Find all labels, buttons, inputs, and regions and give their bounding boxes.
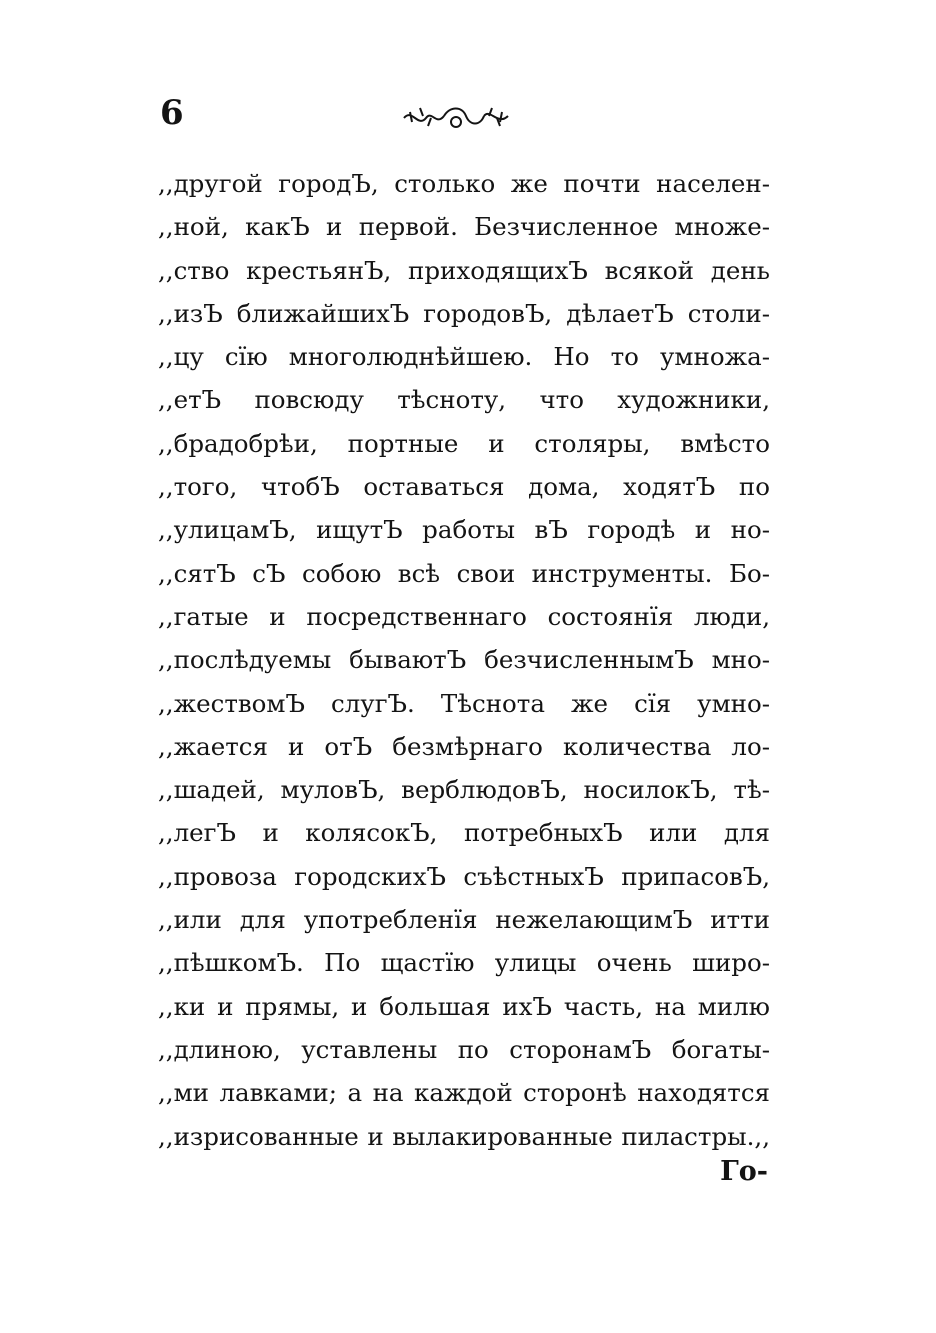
text-line: ,,гатые и посредственнаго состоянїя люди,	[158, 601, 770, 631]
text-line: ,,жествомЪ слугЪ. Тѣснота же сїя умно-	[158, 688, 770, 718]
catchword: Го-	[720, 1156, 768, 1187]
text-line: ,,сятЪ сЪ собою всѣ свои инструменты. Бо-	[158, 558, 770, 588]
main-text	[158, 162, 770, 1158]
text-line: ,,цу сїю многолюднѣйшею. Но то умножа-	[158, 342, 770, 372]
text-line: ,,провоза городскихЪ съѣстныхЪ припасовЪ,	[158, 861, 770, 891]
text-line: ,,ной, какЪ и первой. Безчисленное множе-	[158, 212, 770, 242]
text-line: ,,жается и отЪ безмѣрнаго количества ло-	[158, 731, 770, 761]
text-line: ,,длиною, уставлены по сторонамЪ богаты-	[158, 1034, 770, 1064]
text-line: ,,изрисованные и вылакированные пиластры.,,	[158, 1121, 770, 1151]
text-line: ,,ки и прямы, и большая ихЪ часть, на милю	[158, 991, 770, 1021]
text-line: ,,послѣдуемы бываютЪ безчисленнымЪ мно-	[158, 645, 770, 675]
text-line: ,,ми лавками; а на каждой сторонѣ находятся	[158, 1078, 770, 1108]
text-line: ,,пѣшкомЪ. По щастїю улицы очень широ-	[158, 948, 770, 978]
text-line: ,,шадей, муловЪ, верблюдовЪ, носилокЪ, тѣ-	[158, 775, 770, 805]
text-line: ,,того, чтобЪ оставаться дома, ходятЪ по	[158, 472, 770, 502]
page-number: 6	[160, 93, 184, 133]
text-line: ,,или для употребленїя нежелающимЪ итти	[158, 905, 770, 935]
text-line: ,,брадобрѣи, портные и столяры, вмѣсто	[158, 428, 770, 458]
text-line: ,,другой городЪ, столько же почти населен-	[158, 169, 770, 198]
floral-ornament-icon	[400, 100, 512, 134]
text-line: ,,улицамЪ, ищутЪ работы вЪ городѣ и но-	[158, 515, 770, 545]
text-line: ,,ство крестьянЪ, приходящихЪ всякой день	[158, 255, 770, 285]
text-line: ,,легЪ и колясокЪ, потребныхЪ или для	[158, 818, 770, 848]
text-line: ,,изЪ ближайшихЪ городовЪ, дѣлаетЪ столи-	[158, 298, 770, 328]
text-line: ,,етЪ повсюду тѣсноту, что художники,	[158, 385, 770, 415]
